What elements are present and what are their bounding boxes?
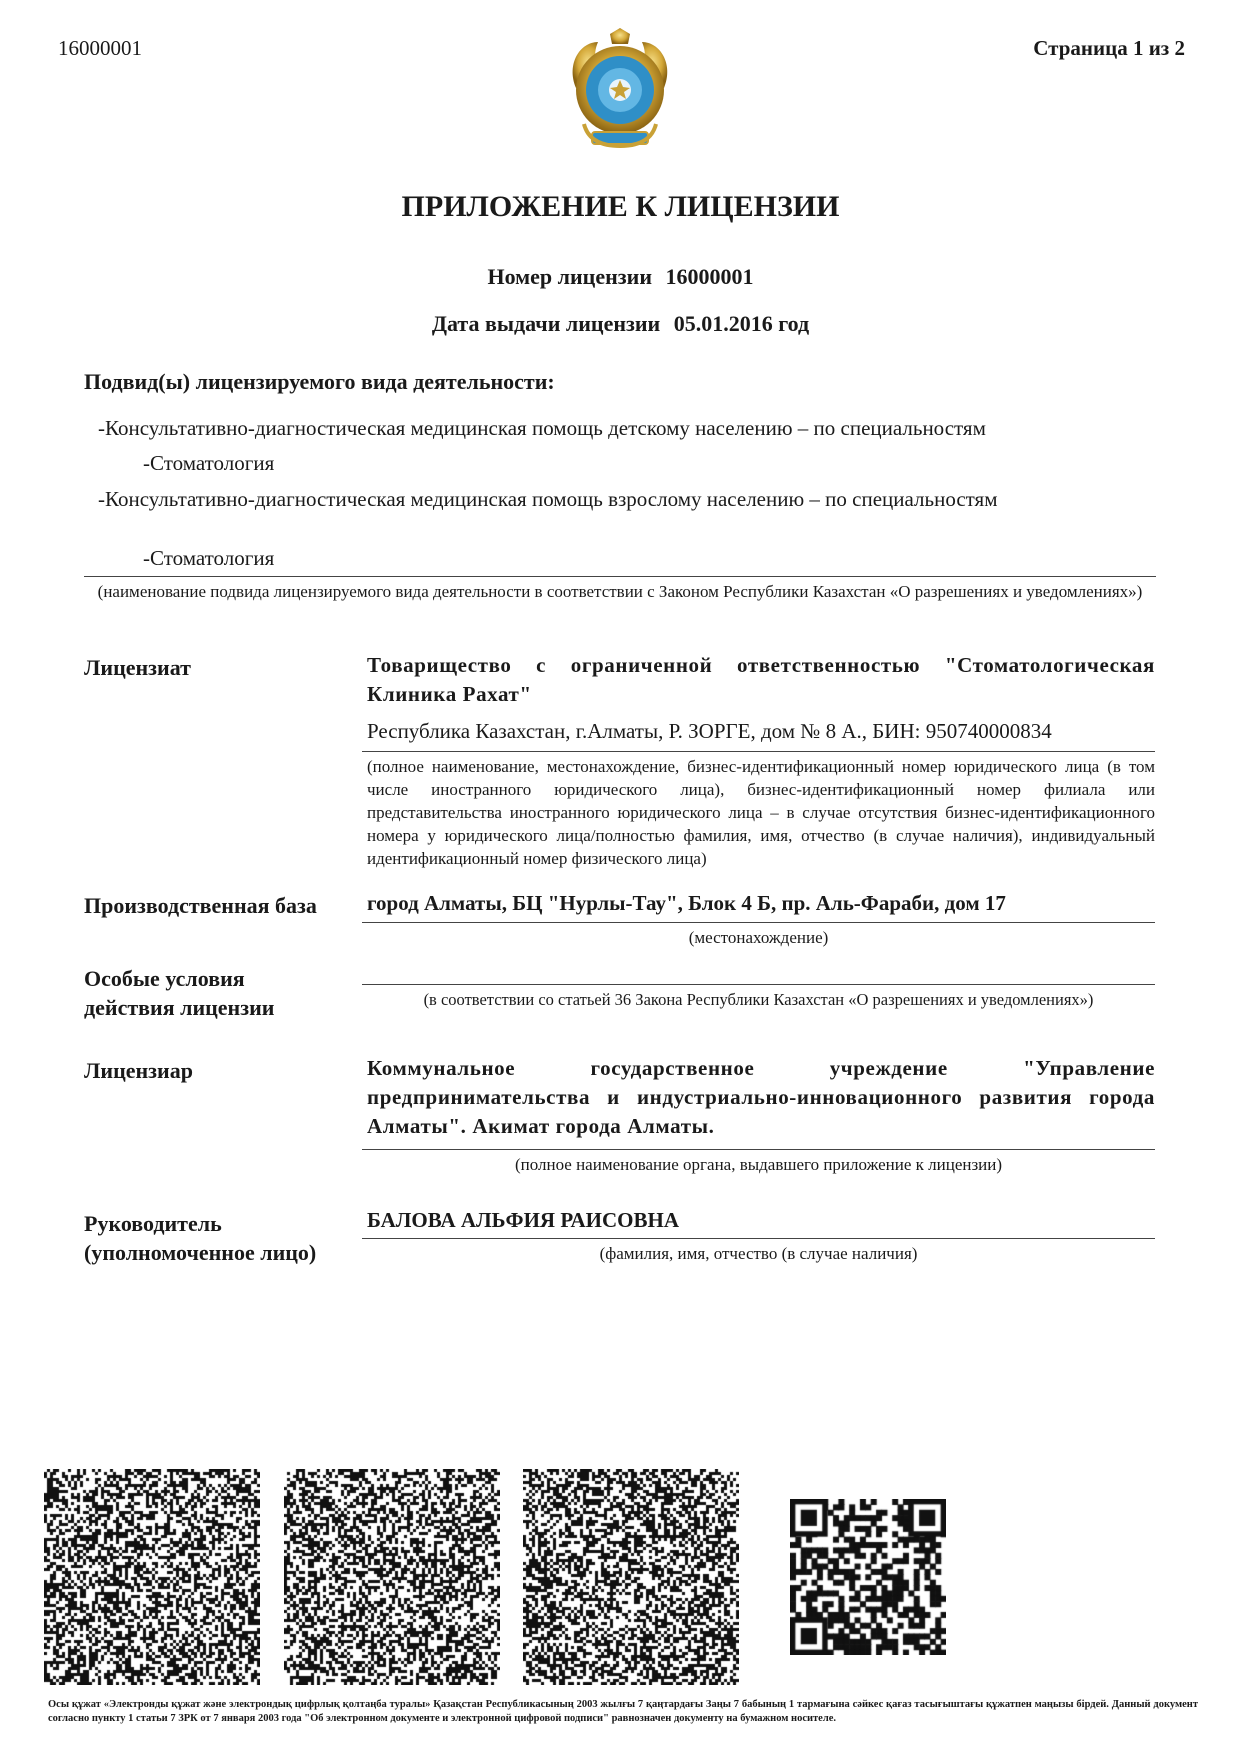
license-number-value: 16000001 xyxy=(665,264,754,289)
qr-code-1 xyxy=(44,1469,260,1685)
license-date-label: Дата выдачи лицензии xyxy=(431,311,661,336)
qr-code-3 xyxy=(523,1469,739,1685)
dash-marker: - xyxy=(98,416,105,440)
footer-text-kz: Осы құжат «Электронды құжат және электрондық цифрлық қолтаңба туралы» Қазақстан Республикасының 2003 жылғы 7 қаңтардағы Заңы 7 бабының 1 тармағына сәйкес қағаз тасығыштағы құжатпен маңызы бірдей. xyxy=(48,1699,1109,1710)
licensee-label: Лицензиат xyxy=(84,655,191,680)
license-number-label: Номер лицензии xyxy=(487,264,652,289)
dash-marker: - xyxy=(143,451,150,475)
subtype-subitem xyxy=(143,451,274,476)
head-label-line2: (уполномоченное лицо) xyxy=(84,1240,317,1265)
head-value: БАЛОВА АЛЬФИЯ РАИСОВНА xyxy=(367,1208,679,1232)
production-base-label: Производственная база xyxy=(84,893,317,918)
page-indicator: Страница 1 из 2 xyxy=(1033,36,1185,60)
subtype-item-text: Консультативно-диагностическая медицинская помощь детскому населению – по специальностям xyxy=(105,416,986,440)
head-label xyxy=(84,1209,316,1267)
page-title: ПРИЛОЖЕНИЕ К ЛИЦЕНЗИИ xyxy=(401,190,840,223)
license-number-line xyxy=(0,264,1241,290)
subtype-item xyxy=(98,487,998,512)
qr-code-4 xyxy=(790,1499,946,1655)
qr-code-2 xyxy=(284,1469,500,1685)
subtype-item-text: Консультативно-диагностическая медицинская помощь взрослому населению – по специальностям xyxy=(105,487,998,511)
production-base-note: (местонахождение) xyxy=(688,928,829,947)
footer-text-ru: Данный документ согласно пункту 1 статьи 7 ЗРК от 7 января 2003 года "Об электронном документе и электронной цифровой подписи" равнозначен документу на бумажном носителе. xyxy=(48,1699,1199,1724)
dash-marker: - xyxy=(143,546,150,570)
divider xyxy=(362,751,1155,752)
dash-marker: - xyxy=(98,487,105,511)
divider xyxy=(362,922,1155,923)
subtype-item xyxy=(98,416,986,441)
licensee-name: Товарищество с ограниченной ответственностью "Стоматологическая Клиника Рахат" xyxy=(367,653,1155,706)
special-conditions-label-line2: действия лицензии xyxy=(84,995,275,1020)
license-date-value: 05.01.2016 год xyxy=(673,311,810,336)
divider xyxy=(362,1149,1155,1150)
head-note: (фамилия, имя, отчество (в случае наличия) xyxy=(599,1244,918,1263)
special-conditions-label-line1: Особые условия xyxy=(84,966,245,991)
licensee-note: (полное наименование, местонахождение, бизнес-идентификационный номер юридического лица (в том числе иностранного юридического лица), бизнес-идентификационный номер филиала или представительства иностранного юридического лица – в случае отсутствия бизнес-идентификационного номера у юридического лица/полностью фамилия, имя, отчество (в случае наличия), индивидуальный идентификационный номер физического лица) xyxy=(367,757,1155,868)
licensor-label: Лицензиар xyxy=(84,1058,193,1083)
divider xyxy=(84,576,1156,577)
license-date-line xyxy=(0,311,1241,337)
divider xyxy=(362,984,1155,985)
subtype-subitem xyxy=(143,546,274,571)
licensee-address: Республика Казахстан, г.Алматы, Р. ЗОРГЕ, дом № 8 А., БИН: 950740000834 xyxy=(367,719,1052,743)
subtype-subitem-text: Стоматология xyxy=(150,546,275,570)
head-label-line1: Руководитель xyxy=(84,1211,222,1236)
subtypes-note: (наименование подвида лицензируемого вида деятельности в соответствии с Законом Республики Казахстан «О разрешениях и уведомлениях») xyxy=(97,582,1143,601)
special-conditions-label xyxy=(84,964,274,1022)
special-conditions-note: (в соответствии со статьей 36 Закона Республики Казахстан «О разрешениях и уведомлениях») xyxy=(423,990,1094,1009)
footer-legal-text xyxy=(48,1698,1198,1726)
licensor-note: (полное наименование органа, выдавшего приложение к лицензии) xyxy=(514,1155,1003,1174)
production-base-value: город Алматы, БЦ "Нурлы-Тау", Блок 4 Б, пр. Аль-Фараби, дом 17 xyxy=(367,891,1006,915)
subtype-subitem-text: Стоматология xyxy=(150,451,275,475)
doc-number: 16000001 xyxy=(58,36,142,60)
state-emblem-icon xyxy=(562,28,678,154)
subtypes-heading: Подвид(ы) лицензируемого вида деятельности: xyxy=(84,369,555,394)
divider xyxy=(362,1238,1155,1239)
licensor-value: Коммунальное государственное учреждение "Управление предпринимательства и индустриально-инновационного развития города Алматы". Акимат города Алматы. xyxy=(367,1056,1155,1138)
